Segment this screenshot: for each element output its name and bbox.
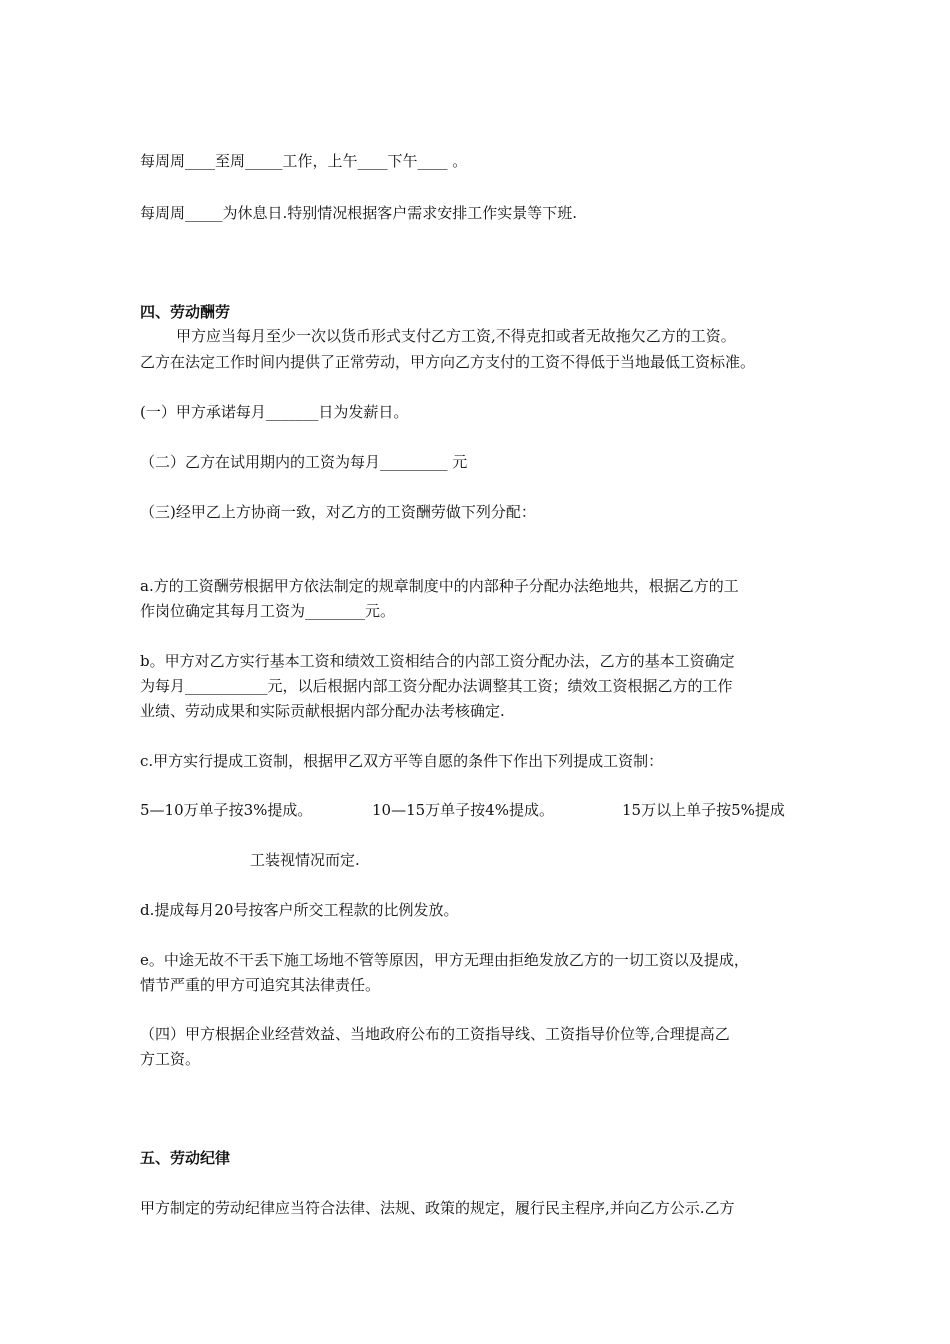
section4-intro-line1: 甲方应当每月至少一次以货币形式支付乙方工资,不得克扣或者无故拖欠乙方的工资。 bbox=[176, 327, 736, 345]
section4-item2: （二）乙方在试用期内的工资为每月_________ 元 bbox=[140, 453, 468, 471]
clause-b-line3: 业绩、劳动成果和实际贡献根据内部分配办法考核确定. bbox=[140, 702, 505, 720]
section5-line1: 甲方制定的劳动纪律应当符合法律、法规、政策的规定，履行民主程序,并向乙方公示.乙方 bbox=[140, 1199, 735, 1217]
commission-tier-1: 5—10万单子按3%提成。 bbox=[140, 801, 313, 819]
section4-item4-line1: （四）甲方根据企业经营效益、当地政府公布的工资指导线、工资指导价位等,合理提高乙 bbox=[140, 1025, 730, 1043]
restday-line: 每周周_____为休息日.特别情况根据客户需求安排工作实景等下班. bbox=[140, 204, 578, 222]
clause-e-line2: 情节严重的甲方可追究其法律责任。 bbox=[140, 976, 381, 994]
clause-a-line2: 作岗位确定其每月工资为________元。 bbox=[140, 602, 396, 620]
clause-b-line1: b。甲方对乙方实行基本工资和绩效工资相结合的内部工资分配办法，乙方的基本工资确定 bbox=[140, 652, 735, 670]
clause-c-line: c.甲方实行提成工资制，根据甲乙双方平等自愿的条件下作出下列提成工资制： bbox=[140, 752, 664, 770]
commission-tier-3: 15万以上单子按5%提成 bbox=[622, 801, 785, 819]
section4-heading: 四、劳动酬劳 bbox=[140, 303, 231, 321]
section4-item3: （三)经甲乙上方协商一致，对乙方的工资酬劳做下列分配： bbox=[140, 503, 536, 521]
commission-tier-2: 10—15万单子按4%提成。 bbox=[372, 801, 554, 819]
section4-item4-line2: 方工资。 bbox=[140, 1050, 201, 1068]
clause-b-line2: 为每月___________元，以后根据内部工资分配办法调整其工资；绩效工资根据乙方的工作 bbox=[140, 677, 733, 695]
clause-a-line1: a.方的工资酬劳根据甲方依法制定的规章制度中的内部种子分配办法绝地共，根据乙方的工 bbox=[140, 577, 739, 595]
commission-note: 工装视情况而定. bbox=[250, 851, 360, 869]
section5-heading: 五、劳动纪律 bbox=[140, 1149, 231, 1167]
section4-item1: (一）甲方承诺每月_______日为发薪日。 bbox=[140, 403, 409, 421]
clause-d-line: d.提成每月20号按客户所交工程款的比例发放。 bbox=[140, 901, 459, 919]
clause-e-line1: e。中途无故不干丢下施工场地不管等原因，甲方无理由拒绝发放乙方的一切工资以及提成， bbox=[140, 951, 749, 969]
workdays-line: 每周周____至周_____工作，上午____下午____ 。 bbox=[140, 152, 468, 170]
section4-intro-line2: 乙方在法定工作时间内提供了正常劳动，甲方向乙方支付的工资不得低于当地最低工资标准。 bbox=[140, 353, 756, 371]
